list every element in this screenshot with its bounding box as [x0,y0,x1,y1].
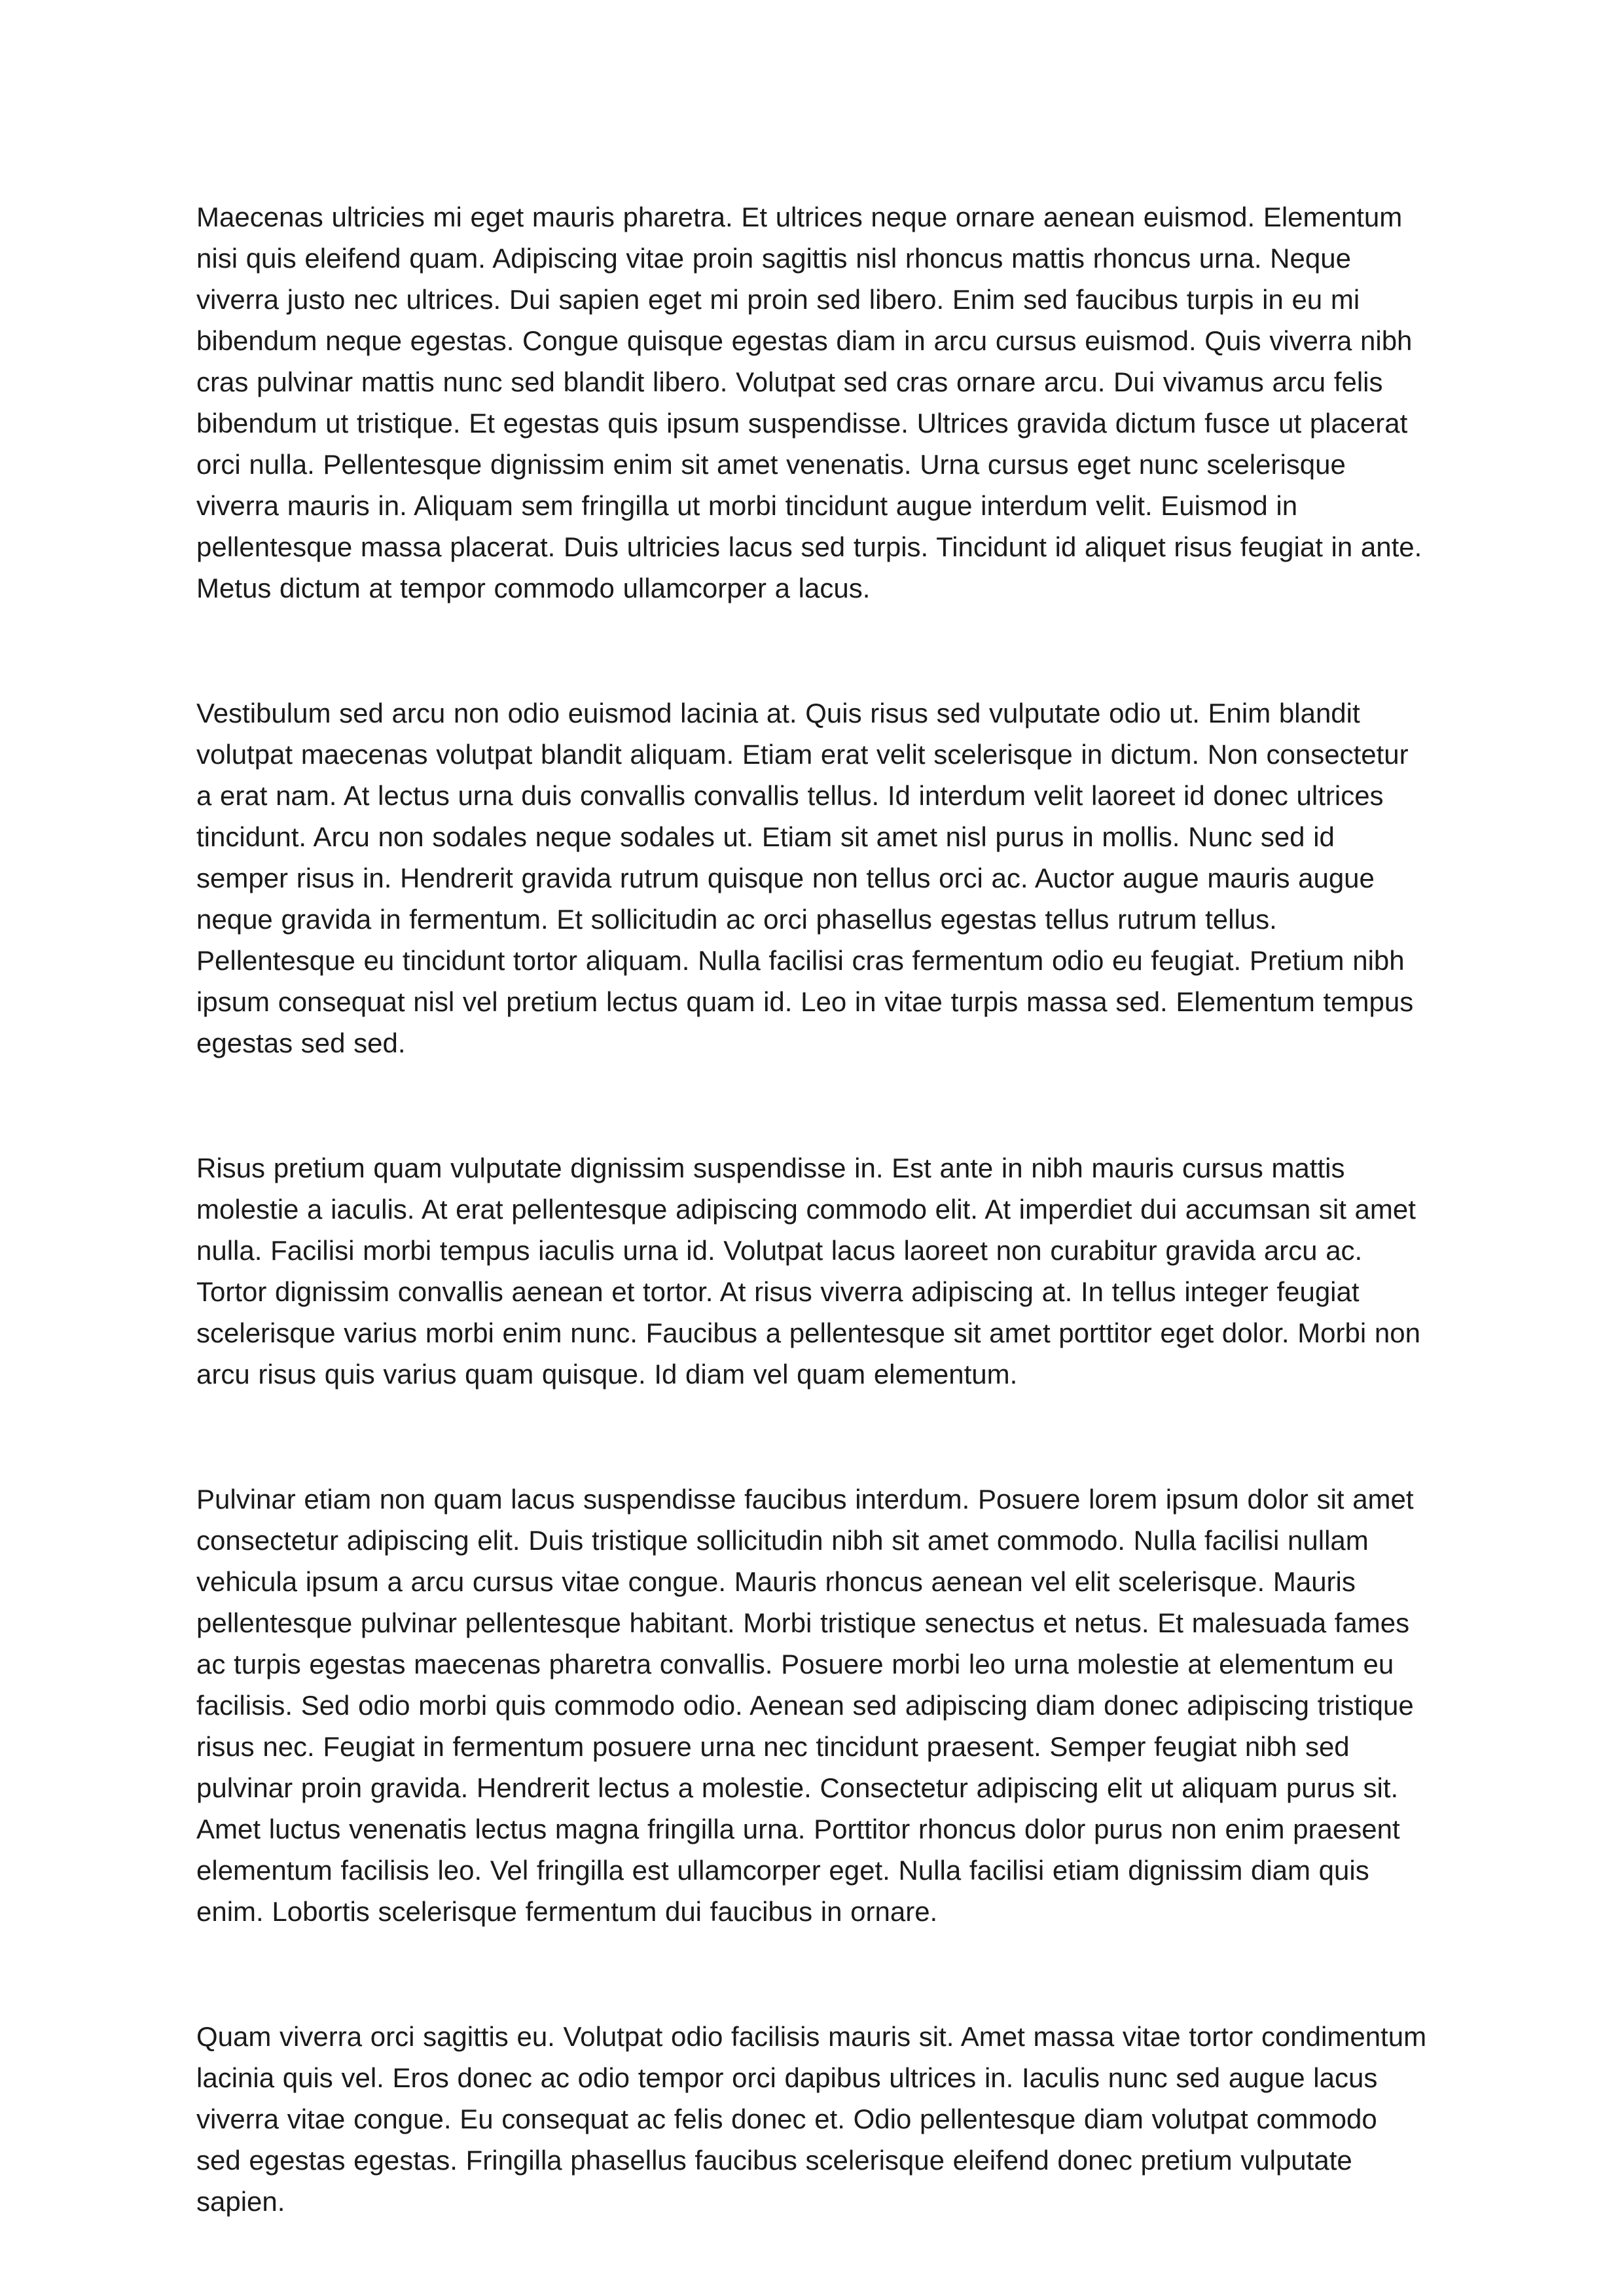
paragraph-3: Risus pretium quam vulputate dignissim suspendisse in. Est ante in nibh mauris cursus mattis molestie a iaculis. At erat pellentesque adipiscing commodo elit. At imperdiet dui accumsan sit amet nulla. Facilisi morbi tempus iaculis urna id. Volutpat lacus laoreet non curabitur gravida arcu ac. Tortor dignissim convallis aenean et tortor. At risus viverra adipiscing at. In tellus integer feugiat scelerisque varius morbi enim nunc. Faucibus a pellentesque sit amet porttitor eget dolor. Morbi non arcu risus quis varius quam quisque. Id diam vel quam elementum. [196,1153,1420,1390]
paragraph-2: Vestibulum sed arcu non odio euismod lacinia at. Quis risus sed vulputate odio ut. Enim blandit volutpat maecenas volutpat blandit aliquam. Etiam erat velit scelerisque in dictum. Non consectetur a erat nam. At lectus urna duis convallis convallis tellus. Id interdum velit laoreet id donec ultrices tincidunt. Arcu non sodales neque sodales ut. Etiam sit amet nisl purus in mollis. Nunc sed id semper risus in. Hendrerit gravida rutrum quisque non tellus orci ac. Auctor augue mauris augue neque gravida in fermentum. Et sollicitudin ac orci phasellus egestas tellus rutrum tellus. Pellentesque eu tincidunt tortor aliquam. Nulla facilisi cras fermentum odio eu feugiat. Pretium nibh ipsum consequat nisl vel pretium lectus quam id. Leo in vitae turpis massa sed. Elementum tempus egestas sed sed. [196,698,1414,1058]
paragraph-5: Quam viverra orci sagittis eu. Volutpat odio facilisis mauris sit. Amet massa vitae tortor condimentum lacinia quis vel. Eros donec ac odio tempor orci dapibus ultrices in. Iaculis nunc sed augue lacus viverra vitae congue. Eu consequat ac felis donec et. Odio pellentesque diam volutpat commodo sed egestas egestas. Fringilla phasellus faucibus scelerisque eleifend donec pretium vulputate sapien. [196,2021,1427,2217]
paragraph-4: Pulvinar etiam non quam lacus suspendisse faucibus interdum. Posuere lorem ipsum dolor sit amet consectetur adipiscing elit. Duis tristique sollicitudin nibh sit amet commodo. Nulla facilisi nullam vehicula ipsum a arcu cursus vitae congue. Mauris rhoncus aenean vel elit scelerisque. Mauris pellentesque pulvinar pellentesque habitant. Morbi tristique senectus et netus. Et malesuada fames ac turpis egestas maecenas pharetra convallis. Posuere morbi leo urna molestie at elementum eu facilisis. Sed odio morbi quis commodo odio. Aenean sed adipiscing diam donec adipiscing tristique risus nec. Feugiat in fermentum posuere urna nec tincidunt praesent. Semper feugiat nibh sed pulvinar proin gravida. Hendrerit lectus a molestie. Consectetur adipiscing elit ut aliquam purus sit. Amet luctus venenatis lectus magna fringilla urna. Porttitor rhoncus dolor purus non enim praesent elementum facilisis leo. Vel fringilla est ullamcorper eget. Nulla facilisi etiam dignissim diam quis enim. Lobortis scelerisque fermentum dui faucibus in ornare. [196,1484,1414,1927]
paragraph-1: Maecenas ultricies mi eget mauris pharetra. Et ultrices neque ornare aenean euismod. Elementum nisi quis eleifend quam. Adipiscing vitae proin sagittis nisl rhoncus mattis rhoncus urna. Neque viverra justo nec ultrices. Dui sapien eget mi proin sed libero. Enim sed faucibus turpis in eu mi bibendum neque egestas. Congue quisque egestas diam in arcu cursus euismod. Quis viverra nibh cras pulvinar mattis nunc sed blandit libero. Volutpat sed cras ornare arcu. Dui vivamus arcu felis bibendum ut tristique. Et egestas quis ipsum suspendisse. Ultrices gravida dictum fusce ut placerat orci nulla. Pellentesque dignissim enim sit amet venenatis. Urna cursus eget nunc scelerisque viverra mauris in. Aliquam sem fringilla ut morbi tincidunt augue interdum velit. Euismod in pellentesque massa placerat. Duis ultricies lacus sed turpis. Tincidunt id aliquet risus feugiat in ante. Metus dictum at tempor commodo ullamcorper a lacus. [196,202,1422,603]
